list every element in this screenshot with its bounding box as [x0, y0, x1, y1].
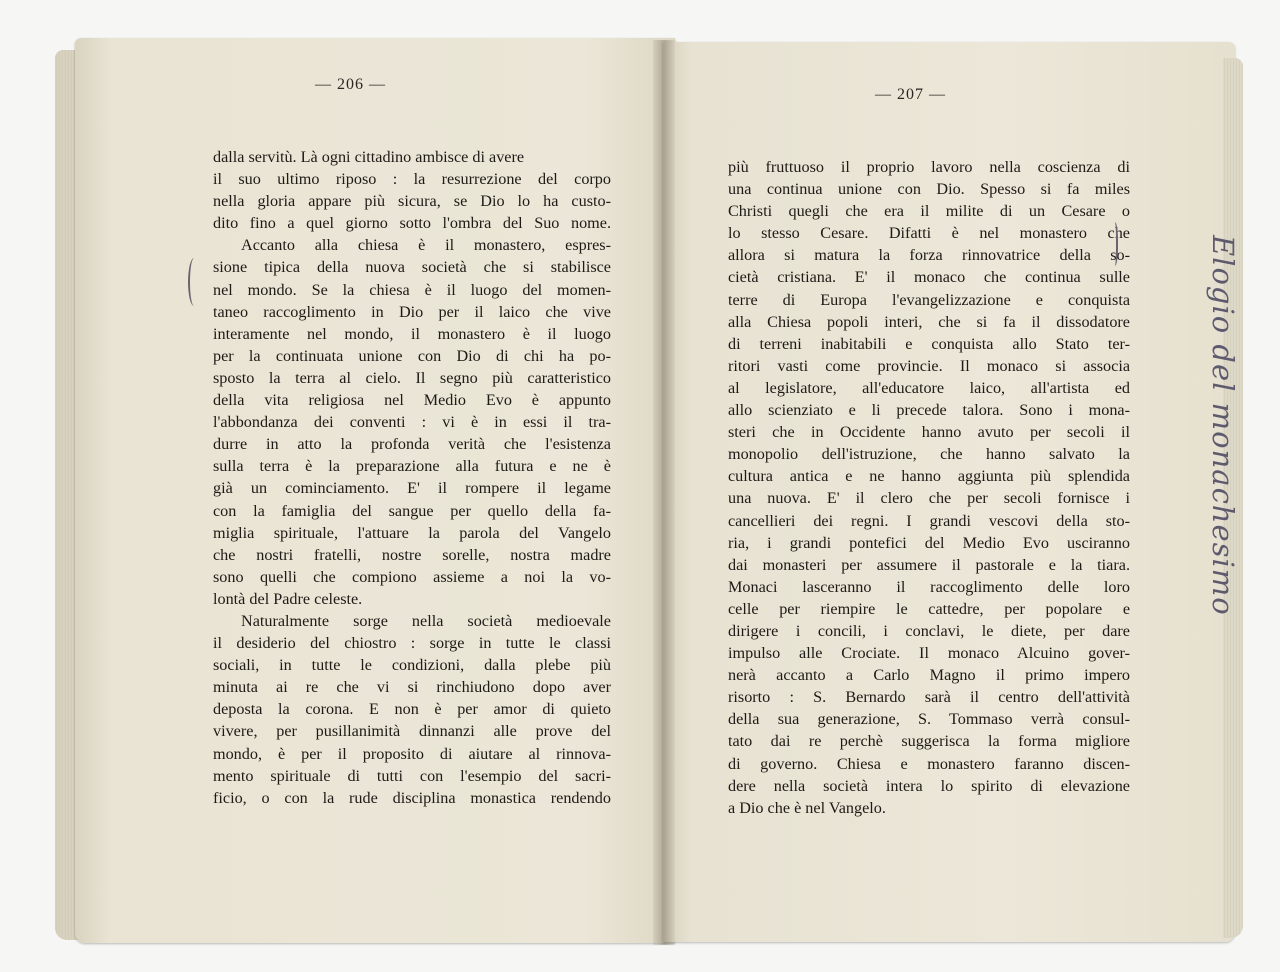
text-line: Naturalmente sorge nella società medioevale: [241, 611, 611, 630]
text-line: sociali, in tutte le condizioni, dalla plebe più: [213, 656, 611, 675]
text-line: nel mondo. Se la chiesa è il luogo del momen-: [213, 280, 611, 299]
left-page-text: [213, 146, 611, 809]
text-line: interamente nel mondo, il monastero è il luogo: [213, 324, 611, 343]
text-line: terre di Europa l'evangelizzazione e conquista: [728, 290, 1130, 309]
text-line: sulla terra è la preparazione alla futura e ne è: [213, 457, 611, 476]
text-line: mento spirituale di tutti con l'esempio del sacri-: [213, 766, 611, 785]
text-line: mondo, è per il proposito di aiutare al rinnova-: [213, 744, 611, 763]
text-line: dalla servitù. Là ogni cittadino ambisce di avere: [213, 148, 525, 166]
pencil-margin-mark-right: [1110, 222, 1118, 266]
text-line: che nostri fratelli, nostre sorelle, nostra madre: [213, 545, 611, 564]
text-line: taneo raccoglimento in Dio per il laico che vive: [213, 302, 611, 321]
text-line: per la continuata unione con Dio di chi ha po-: [213, 346, 611, 365]
text-line: il suo ultimo riposo : la resurrezione del corpo: [213, 170, 611, 189]
text-line: ria, i grandi pontefici del Medio Evo usciranno: [728, 533, 1130, 552]
text-line: lontà del Padre celeste.: [213, 589, 363, 608]
text-line: di governo. Chiesa e monastero faranno discen-: [728, 754, 1130, 773]
text-line: sposto la terra al cielo. Il segno più caratteristico: [213, 368, 611, 387]
text-line: allo scienziato e li precede talora. Sono i mona-: [728, 401, 1130, 420]
text-line: il desiderio del chiostro : sorge in tutte le classi: [213, 634, 611, 653]
text-line: impulso alle Crociate. Il monaco Alcuino gover-: [728, 644, 1130, 663]
text-line: miglia spirituale, l'attuare la parola del Vangelo: [213, 523, 611, 542]
text-line: steri che in Occidente hanno avuto per secoli il: [728, 423, 1130, 442]
text-line: vivere, per pusillanimità dinnanzi alle prove del: [213, 722, 611, 741]
text-line: ritori vasti come provincie. Il monaco si associa: [728, 356, 1130, 375]
text-line: dere nella società intera lo spirito di elevazione: [728, 776, 1130, 795]
text-line: ficio, o con la rude disciplina monastica rendendo: [213, 788, 611, 807]
text-line: Christi quegli che era il milite di un Cesare o: [728, 202, 1130, 221]
book-gutter: [653, 40, 675, 945]
text-line: una continua unione con Dio. Spesso si fa miles: [728, 180, 1130, 199]
text-line: tato dai re perchè suggerisca la forma migliore: [728, 732, 1130, 751]
handwritten-margin-note: Elogio del monachesimo: [1206, 235, 1240, 616]
text-line: sione tipica della nuova società che si stabilisce: [213, 258, 611, 277]
text-line: Accanto alla chiesa è il monastero, espres-: [241, 236, 611, 255]
text-line: nerà accanto a Carlo Magno il primo impero: [728, 666, 1130, 685]
text-line: della sua generazione, S. Tommaso verrà consul-: [728, 710, 1130, 729]
text-line: l'abbondanza dei conventi : vi è in essi il tra-: [213, 413, 611, 432]
text-line: della vita religiosa nel Medio Evo è appunto: [213, 391, 611, 410]
text-line: una nuova. E' il clero che per secoli fornisce i: [728, 489, 1130, 508]
text-line: più fruttuoso il proprio lavoro nella coscienza di: [728, 158, 1130, 176]
text-line: già un cominciamento. E' il rompere il legame: [213, 479, 611, 498]
text-line: al legislatore, all'educatore laico, all'artista ed: [728, 378, 1130, 397]
text-line: Monaci lasceranno il raccoglimento delle loro: [728, 577, 1130, 596]
text-line: cietà cristiana. E' il monaco che continua sulle: [728, 268, 1130, 287]
page-number-left: — 206 —: [315, 76, 386, 93]
text-line: deposta la corona. E non è per amor di quieto: [213, 700, 611, 719]
text-line: durre in atto la profonda verità che l'esistenza: [213, 435, 611, 454]
text-line: nella gloria appare più sicura, se Dio lo ha custo-: [213, 192, 611, 211]
text-line: allora si matura la forza rinnovatrice della so-: [728, 246, 1130, 265]
text-line: con la famiglia del sangue per quello della fa-: [213, 501, 611, 520]
text-line: di terreni inabitabili e conquista allo Stato ter-: [728, 334, 1130, 353]
text-line: celle per riempire le cattedre, per popolare e: [728, 599, 1130, 618]
text-line: alla Chiesa popoli interi, che si fa il dissodatore: [728, 312, 1130, 331]
text-line: minuta ai re che vi si rinchiudono dopo aver: [213, 678, 611, 697]
text-line: dito fino a quel giorno sotto l'ombra del Suo nome.: [213, 214, 611, 233]
right-page-text: [728, 156, 1130, 819]
text-line: cancellieri dei regni. I grandi vescovi della sto-: [728, 511, 1130, 530]
pencil-margin-mark-left: [188, 258, 200, 306]
text-line: a Dio che è nel Vangelo.: [728, 798, 886, 817]
text-line: monopolio dell'istruzione, che hanno salvato la: [728, 445, 1130, 464]
text-line: dirigere i concili, i conclavi, le diete, per dare: [728, 621, 1130, 640]
text-line: risorto : S. Bernardo sarà il centro dell'attività: [728, 688, 1130, 707]
text-line: dai monasteri per assumere il pastorale e la tiara.: [728, 555, 1130, 574]
text-line: sono quelli che compiono assieme a noi la vo-: [213, 567, 611, 586]
page-number-right: — 207 —: [875, 86, 946, 103]
text-line: lo stesso Cesare. Difatti è nel monastero che: [728, 224, 1130, 243]
text-line: cultura antica e ne hanno aggiunta più splendida: [728, 467, 1130, 486]
